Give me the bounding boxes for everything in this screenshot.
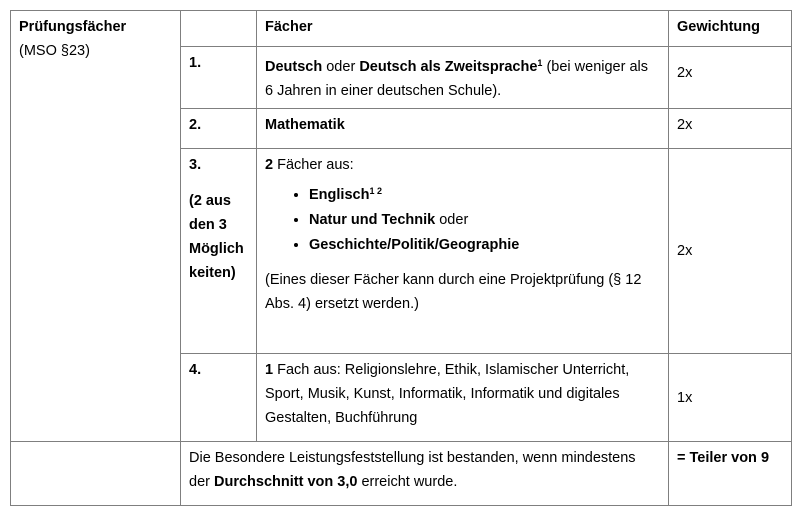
list-item: • Natur und Technik oder (309, 208, 660, 233)
row-number: 1. (181, 47, 257, 109)
row-number-note: (2 aus den 3 Möglich keiten) (189, 193, 244, 281)
row-subject: Deutsch oder Deutsch als Zweitsprache$^1$ (bei weniger als 6 Jahren in einer deutschen Schule). (257, 47, 669, 109)
table-row (11, 11, 792, 47)
header-gewichtung: Gewichtung (669, 11, 792, 47)
row-weight: 2x (669, 109, 792, 149)
header-empty-cell (181, 11, 257, 47)
row-number: 2. (181, 109, 257, 149)
row-weight: 2x (669, 149, 792, 354)
footer-text: Die Besondere Leistungsfeststellung ist bestanden, wenn mindestens der Durchschnitt von 3,0 erreicht wurde. (181, 442, 669, 506)
row-subject: 2 Fächer aus: • Englisch$^{1 2}$ • Natur und Technik oder • Geschichte/Politik/Geographie (Eines dieser Fächer kann durch eine Projektprüfung (§ 12 Abs. 4) ersetzt werden.) (257, 149, 669, 354)
list-item: • Englisch$^{1 2}$ (309, 183, 660, 208)
row-number: 4. (181, 354, 257, 442)
header-subtitle: (MSO §23) (19, 43, 90, 59)
header-pruefungsfaecher (11, 11, 181, 442)
row-subject: Mathematik (257, 109, 669, 149)
row-weight: 1x (669, 354, 792, 442)
row-note: (Eines dieser Fächer kann durch eine Projektprüfung (§ 12 Abs. 4) ersetzt werden.) (265, 272, 642, 312)
row-subject: 1 Fach aus: Religionslehre, Ethik, Islamischer Unterricht, Sport, Musik, Kunst, Informatik, Informatik und digitales Gestalten, Buchführung (257, 354, 669, 442)
list-item: • Geschichte/Politik/Geographie (309, 233, 660, 258)
table-row (11, 442, 792, 506)
header-faecher: Fächer (257, 11, 669, 47)
row-weight: 2x (669, 47, 792, 109)
footer-result: = Teiler von 9 (669, 442, 792, 506)
subject-bullet-list (265, 183, 660, 258)
footer-empty-cell (11, 442, 181, 506)
row-number: 3. (2 aus den 3 Möglich keiten) (181, 149, 257, 354)
exam-subjects-table (10, 10, 792, 506)
header-title: Prüfungsfächer (19, 19, 127, 35)
